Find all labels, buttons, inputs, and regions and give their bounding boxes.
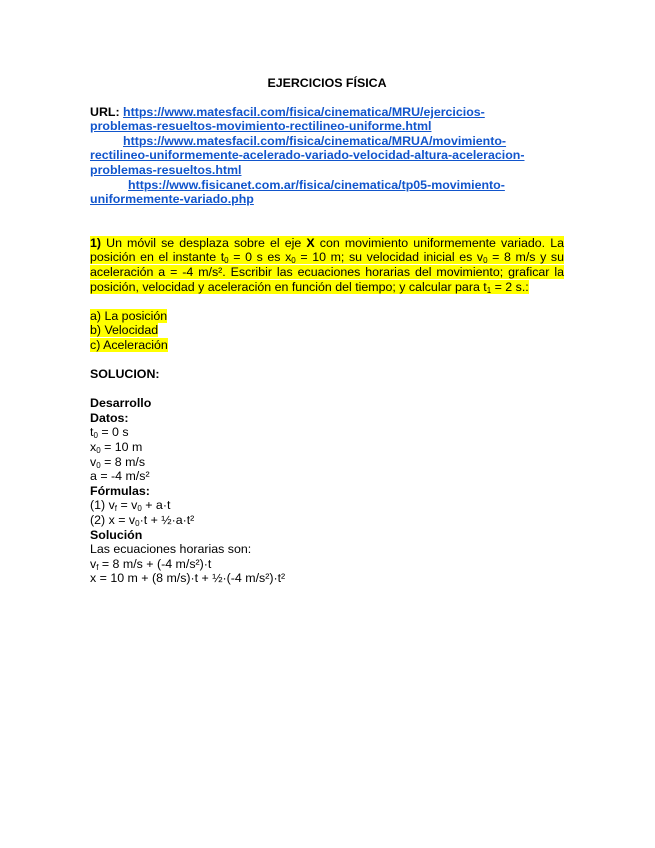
problem-number: 1) bbox=[90, 235, 102, 250]
link-mrua-cont2[interactable]: problemas-resueltos.html bbox=[90, 162, 242, 177]
solucion-heading: SOLUCION: bbox=[90, 367, 160, 382]
link-mru[interactable]: https://www.matesfacil.com/fisica/cinematica/MRU/ejercicios- bbox=[123, 104, 485, 119]
option-b: b) Velocidad bbox=[90, 323, 159, 338]
option-c: c) Aceleración bbox=[90, 337, 168, 352]
link-mrua-cont1[interactable]: rectilineo-uniformemente-acelerado-variado-velocidad-altura-aceleracion- bbox=[90, 148, 525, 163]
solucion-subheading: Solución bbox=[90, 527, 143, 542]
link-mrua[interactable]: https://www.matesfacil.com/fisica/cinematica/MRUA/movimiento- bbox=[123, 133, 507, 148]
link-mru-cont[interactable]: problemas-resueltos-movimiento-rectilineo-uniforme.html bbox=[90, 119, 432, 134]
url-block bbox=[90, 105, 564, 207]
document-page bbox=[90, 76, 564, 586]
options-list bbox=[90, 309, 564, 353]
formulas-heading: Fórmulas: bbox=[90, 483, 150, 498]
url-label: URL: bbox=[90, 104, 120, 119]
desarrollo-heading: Desarrollo bbox=[90, 396, 152, 411]
page-title: EJERCICIOS FÍSICA bbox=[267, 76, 387, 90]
dato-x0: $x_0 = 10$ m bbox=[90, 440, 143, 456]
formula-1: (1) $v_f = v_0 + a\cdot t$ bbox=[90, 498, 171, 514]
dato-t0: $t_0 = 0$ s bbox=[90, 425, 129, 441]
option-a: a) La posición bbox=[90, 308, 168, 323]
link-fisicanet-cont[interactable]: uniformemente-variado.php bbox=[90, 192, 254, 207]
dato-v0: $v_0 = 8$ m/s bbox=[90, 454, 146, 470]
problem-statement: 1) Un móvil se desplaza sobre el eje X con movimiento uniformemente variado. La posición en el instante $t_0 = 0$ s es $x_0 = 10$ m; su velocidad inicial es $v_0 = 8$ m/s y su aceleración a = -4 m/s². Escribir las ecuaciones horarias del movimiento; graficar la posición, velocidad y aceleración en función del tiempo; y calcular para $t_1 = 2$ s.: bbox=[90, 235, 564, 295]
ecuaciones-intro: Las ecuaciones horarias son: bbox=[90, 542, 252, 557]
axis-label: X bbox=[306, 235, 315, 250]
equation-position: x = 10 m + (8 m/s)·t + ½·(-4 m/s²)·t² bbox=[90, 571, 286, 586]
equation-velocity: $v_f = 8$ m/s + (-4 m/s²)·t bbox=[90, 556, 212, 572]
dato-a: a = -4 m/s² bbox=[90, 469, 150, 484]
datos-heading: Datos: bbox=[90, 410, 129, 425]
formula-2: (2) $x = v_0\cdot t$ + ½·a·t² bbox=[90, 513, 195, 529]
solution-body bbox=[90, 396, 564, 586]
link-fisicanet[interactable]: https://www.fisicanet.com.ar/fisica/cinematica/tp05-movimiento- bbox=[128, 177, 505, 192]
